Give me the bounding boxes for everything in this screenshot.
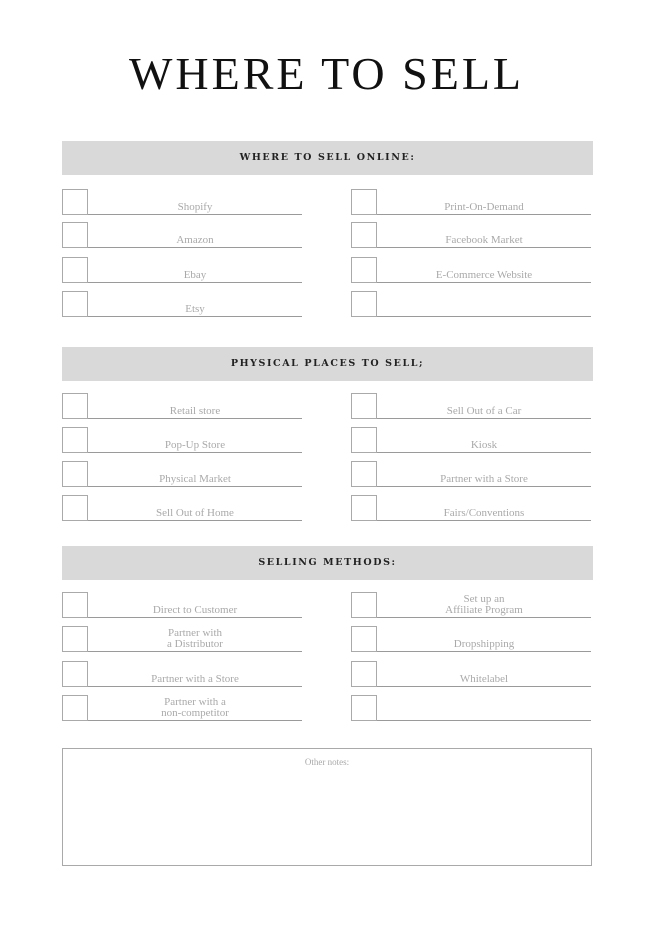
checklist-item-partner-with-a-non-competitor[interactable] [62, 695, 302, 723]
write-line [88, 651, 302, 652]
item-label: Sell Out of Home [156, 507, 234, 519]
checkbox[interactable] [351, 257, 377, 283]
checklist-item-blank-method[interactable] [351, 695, 591, 723]
notes-box[interactable] [62, 748, 592, 866]
item-label: Shopify [177, 201, 213, 213]
checklist-item-physical-market[interactable] [62, 461, 302, 489]
item-label: E-Commerce Website [435, 269, 533, 281]
write-line [377, 617, 591, 618]
item-label: Direct to Customer [152, 604, 238, 616]
checkbox[interactable] [62, 222, 88, 248]
checklist-item-shopify[interactable] [62, 189, 302, 217]
write-line [88, 686, 302, 687]
checkbox[interactable] [62, 626, 88, 652]
checkbox[interactable] [62, 695, 88, 721]
item-label: Dropshipping [453, 638, 515, 650]
checkbox[interactable] [351, 189, 377, 215]
checklist-item-print-on-demand[interactable] [351, 189, 591, 217]
item-label: Sell Out of a Car [446, 405, 522, 417]
checkbox[interactable] [62, 495, 88, 521]
item-label: Partner with a Store [440, 473, 528, 485]
section-header-physical: PHYSICAL PLACES TO SELL; [62, 347, 593, 381]
checkbox[interactable] [351, 592, 377, 618]
write-line [88, 520, 302, 521]
checkbox[interactable] [351, 661, 377, 687]
checklist-item-dropshipping[interactable] [351, 626, 591, 654]
write-line [88, 214, 302, 215]
checklist-item-ebay[interactable] [62, 257, 302, 285]
item-label: Retail store [169, 405, 221, 417]
checklist-item-ecommerce-website[interactable] [351, 257, 591, 285]
write-line [377, 486, 591, 487]
write-line [377, 452, 591, 453]
checklist-item-sell-out-of-a-car[interactable] [351, 393, 591, 421]
item-label: Amazon [176, 234, 214, 246]
checklist-item-direct-to-customer[interactable] [62, 592, 302, 620]
write-line [88, 247, 302, 248]
item-label: Facebook Market [445, 234, 523, 246]
write-line [88, 316, 302, 317]
item-label: Fairs/Conventions [443, 507, 525, 519]
checkbox[interactable] [351, 695, 377, 721]
checklist-item-facebook-market[interactable] [351, 222, 591, 250]
item-label: Whitelabel [459, 673, 509, 685]
write-line [377, 651, 591, 652]
checklist-item-amazon[interactable] [62, 222, 302, 250]
checklist-item-blank[interactable] [351, 291, 591, 319]
checkbox[interactable] [62, 393, 88, 419]
checkbox[interactable] [351, 291, 377, 317]
checkbox[interactable] [62, 661, 88, 687]
write-line [377, 686, 591, 687]
checklist-item-kiosk[interactable] [351, 427, 591, 455]
section-header-methods: SELLING METHODS: [62, 546, 593, 580]
write-line [377, 282, 591, 283]
item-label: Partner with a non-competitor [161, 696, 229, 719]
checklist-item-retail-store[interactable] [62, 393, 302, 421]
page-title: WHERE TO SELL [128, 48, 525, 99]
write-line [88, 486, 302, 487]
checkbox[interactable] [62, 189, 88, 215]
write-line [88, 617, 302, 618]
item-label: Ebay [183, 269, 207, 281]
write-line [88, 282, 302, 283]
checklist-item-whitelabel[interactable] [351, 661, 591, 689]
checklist-item-partner-with-a-store-method[interactable] [62, 661, 302, 689]
checkbox[interactable] [62, 592, 88, 618]
item-label: Print-On-Demand [444, 201, 524, 213]
write-line [377, 720, 591, 721]
notes-label: Other notes: [304, 757, 350, 767]
item-label: Partner with a Distributor [167, 627, 223, 650]
checkbox[interactable] [62, 461, 88, 487]
write-line [377, 316, 591, 317]
checklist-item-partner-with-a-store[interactable] [351, 461, 591, 489]
checkbox[interactable] [62, 257, 88, 283]
checkbox[interactable] [351, 495, 377, 521]
write-line [88, 418, 302, 419]
checklist-item-sell-out-of-home[interactable] [62, 495, 302, 523]
checkbox[interactable] [351, 461, 377, 487]
item-label: Partner with a Store [151, 673, 239, 685]
item-label: Set up an Affiliate Program [445, 593, 523, 616]
write-line [377, 214, 591, 215]
item-label: Physical Market [159, 473, 231, 485]
checkbox[interactable] [351, 222, 377, 248]
checkbox[interactable] [351, 427, 377, 453]
checkbox[interactable] [62, 291, 88, 317]
checklist-item-affiliate-program[interactable] [351, 592, 591, 620]
item-label: Kiosk [470, 439, 498, 451]
write-line [88, 452, 302, 453]
checklist-item-partner-with-a-distributor[interactable] [62, 626, 302, 654]
write-line [377, 520, 591, 521]
item-label: Pop-Up Store [164, 439, 226, 451]
write-line [88, 720, 302, 721]
write-line [377, 247, 591, 248]
checkbox[interactable] [62, 427, 88, 453]
checkbox[interactable] [351, 626, 377, 652]
section-header-online: WHERE TO SELL ONLINE: [62, 141, 593, 175]
checkbox[interactable] [351, 393, 377, 419]
write-line [377, 418, 591, 419]
checklist-item-pop-up-store[interactable] [62, 427, 302, 455]
checklist-item-fairs-conventions[interactable] [351, 495, 591, 523]
item-label: Etsy [185, 303, 205, 315]
checklist-item-etsy[interactable] [62, 291, 302, 319]
